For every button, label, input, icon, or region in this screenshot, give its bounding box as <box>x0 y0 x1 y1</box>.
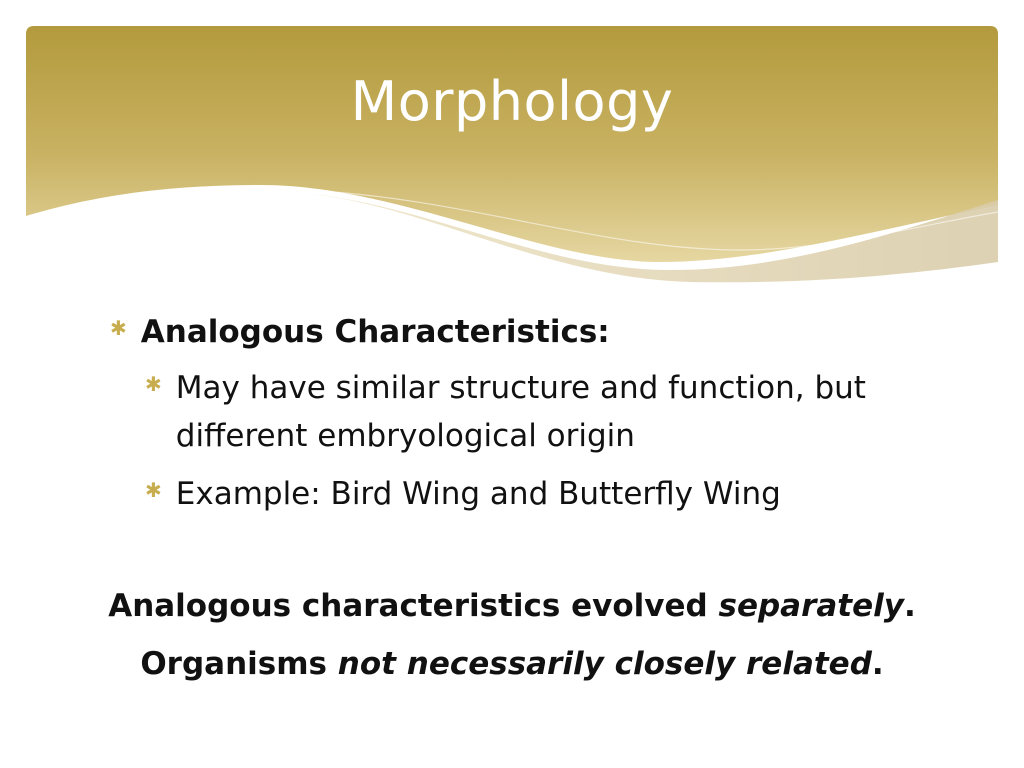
header-gold-shape <box>26 26 998 262</box>
header-banner <box>0 0 1024 300</box>
bullet-text: Analogous Characteristics: <box>140 314 610 350</box>
bullet-text: May have similar structure and function, but different embryological origin <box>175 370 866 454</box>
asterisk-bullet-icon: ✱ <box>145 478 162 502</box>
statement-evolved-separately <box>0 582 1024 630</box>
statement-emphasis: separately <box>718 588 904 624</box>
statement-punct: . <box>904 588 916 624</box>
bullet-example <box>145 470 935 518</box>
slide-title: Morphology <box>350 70 674 133</box>
bullet-analogous-characteristics <box>110 308 610 356</box>
statement-emphasis: not necessarily closely related <box>337 646 872 682</box>
statement-not-related <box>0 640 1024 688</box>
statement-text: Organisms <box>140 646 338 682</box>
bullet-text: Example: Bird Wing and Butterfly Wing <box>175 476 781 512</box>
bullet-similar-structure <box>145 364 935 460</box>
asterisk-bullet-icon: ✱ <box>110 316 127 340</box>
statement-text: Analogous characteristics evolved <box>108 588 719 624</box>
statement-punct: . <box>871 646 884 682</box>
asterisk-bullet-icon: ✱ <box>145 372 162 396</box>
